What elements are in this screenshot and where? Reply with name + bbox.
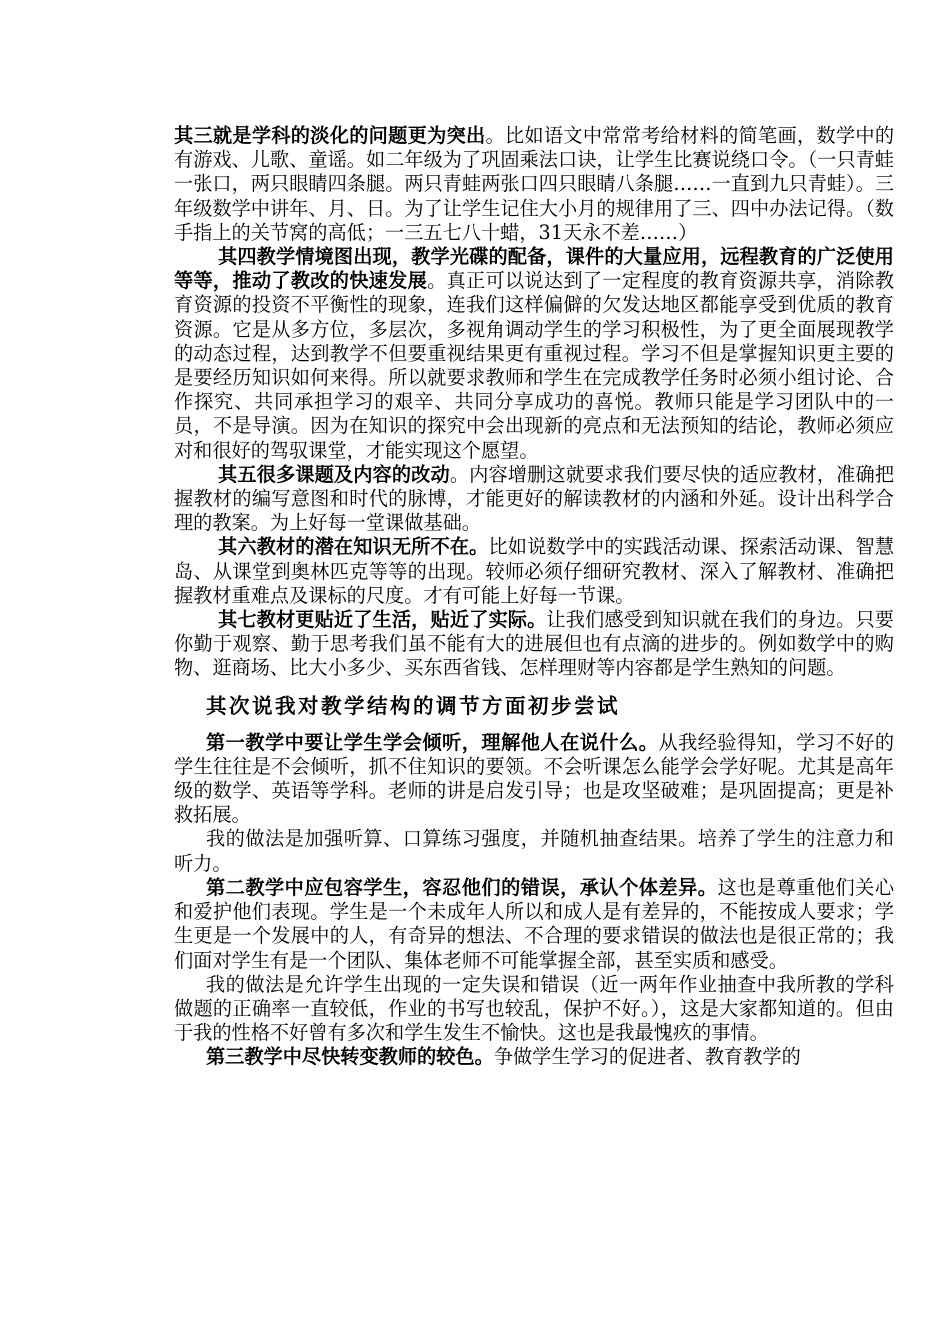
document-page xyxy=(174,124,894,1070)
paragraph-body: 。比如语文中常常考给材料的简笔画，数学中的有游戏、儿歌、童谣。如二年级为了巩固乘法口诀，让学生比赛说绕口令。（一只青蛙一张口，两只眼睛四条腿。两只青蛙两张口四只眼睛八条腿……一直到九只青蛙）。三年级数学中讲年、月、日。为了让学生记住大小月的规律用了三、四中办法记得。（数手指上的关节窝的高低；一三五七八十蜡，31天永不差……） xyxy=(174,124,895,244)
paragraph-body: 这也是尊重他们关心和爱护他们表现。学生是一个未成年人所以和成人是有差异的，不能按成人要求；学生更是一个发展中的人，有奇异的想法、不合理的要求错误的做法也是很正常的；我们面对学生有是一个团队、集体老师不可能掌握全部，甚至实质和感受。 xyxy=(174,875,895,972)
paragraph-method-2 xyxy=(174,973,894,1046)
paragraph-lead: 其三就是学科的淡化的问题更为突出 xyxy=(174,124,486,147)
paragraph-body: 争做学生学习的促进者、教育教学的 xyxy=(493,1045,801,1069)
paragraph-second xyxy=(174,876,894,973)
paragraph-point-6 xyxy=(174,535,894,608)
paragraph-point-4 xyxy=(174,245,894,463)
paragraph-lead: 第一教学中要让学生学会倾听，理解他人在说什么。 xyxy=(206,730,659,754)
paragraph-body: 让我们感受到知识就在我们的身边。只要你勤于观察、勤于思考我们虽不能有大的进展但也有点滴的进步的。例如数学中的购物、逛商场、比大小多少、买东西省钱、怎样理财等内容都是学生熟知的问题。 xyxy=(174,608,894,680)
paragraph-first xyxy=(174,731,894,828)
paragraph-body: 从我经验得知，学习不好的学生往往是不会倾听，抓不住知识的要领。不会听课怎么能学会学好呢。尤其是高年级的数学、英语等学科。老师的讲是启发引导；也是攻坚破难；是巩固提高；更是补救拓展。 xyxy=(174,730,895,827)
paragraph-body: 我的做法是加强听算、口算练习强度，并随机抽查结果。培养了学生的注意力和听力。 xyxy=(174,827,894,875)
paragraph-lead: 第二教学中应包容学生，容忍他们的错误，承认个体差异。 xyxy=(206,875,718,899)
paragraph-body: 。内容增删这就要求我们要尽快的适应教材，准确把握教材的编写意图和时代的脉博，才能更好的解读教材的内涵和外延。设计出科学合理的教案。为上好每一堂课做基础。 xyxy=(174,462,895,535)
paragraph-lead: 第三教学中尽快转变教师的较色。 xyxy=(206,1045,494,1069)
paragraph-method-1 xyxy=(174,827,894,875)
paragraph-lead: 其五很多课题及内容的改动 xyxy=(218,462,450,486)
paragraph-point-3 xyxy=(174,124,894,245)
paragraph-lead: 其七教材更贴近了生活，贴近了实际。 xyxy=(218,608,547,632)
paragraph-third xyxy=(174,1045,894,1069)
paragraph-lead: 其四教学情境图出现，教学光碟的配备，课件的大量应用，远程教育的广泛使用等等，推动了教改的快速发展 xyxy=(174,245,894,293)
paragraph-point-5 xyxy=(174,463,894,536)
paragraph-point-7 xyxy=(174,608,894,681)
paragraph-body: 我的做法是允许学生出现的一定失误和错误（近一两年作业抽查中我所教的学科做题的正确率一直较低，作业的书写也较乱，保护不好。），这是大家都知道的。但由于我的性格不好曾有多次和学生发生不愉快。这也是我最愧疚的事情。 xyxy=(174,972,894,1045)
paragraph-body: 比如说数学中的实践活动课、探索活动课、智慧岛、从课堂到奥林匹克等等的出现。较师必须仔细研究教材、深入了解教材、准确把握教材重难点及课标的尺度。才有可能上好每一节课。 xyxy=(174,535,895,607)
paragraph-body: 。真正可以说达到了一定程度的教育资源共享，消除教育资源的投资不平衡性的现象，连我们这样偏僻的欠发达地区都能享受到优质的教育资源。它是从多方位，多层次，多视角调动学生的学习积极性，为了更全面展现教学的动态过程，达到教学不但要重视结果更有重视过程。学习不但是掌握知识更主要的是要经历知识如何来得。所以就要求教师和学生在完成教学任务时必须小组讨论、合作探究、共同承担学习的艰辛、共同分享成功的喜悦。教师只能是学习团队中的一员，不是导演。因为在知识的探究中会出现新的亮点和无法预知的结论，教师必须应对和很好的驾驭课堂，才能实现这个愿望。 xyxy=(174,269,895,462)
paragraph-lead: 其六教材的潜在知识无所不在。 xyxy=(218,535,489,559)
section-heading: 其次说我对教学结构的调节方面初步尝试 xyxy=(206,693,620,718)
